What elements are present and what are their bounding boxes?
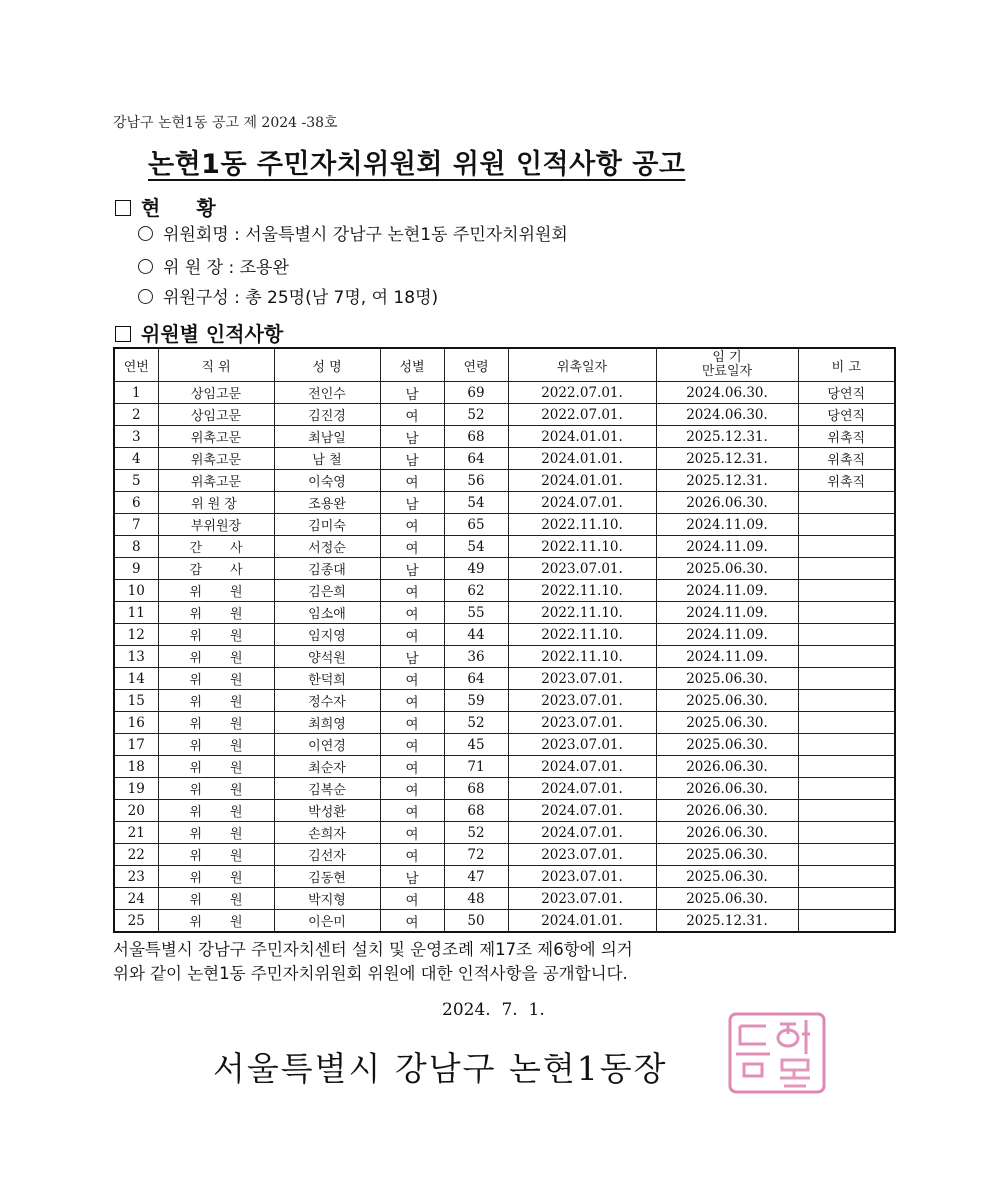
cell-position: 위원 — [158, 778, 274, 800]
cell-position: 위원 — [158, 866, 274, 888]
cell-appointed-date: 2023.07.01. — [508, 844, 656, 866]
header-name: 성 명 — [274, 348, 380, 382]
cell-name: 김미숙 — [274, 514, 380, 536]
cell-age: 48 — [444, 888, 508, 910]
cell-note — [798, 844, 895, 866]
cell-gender: 남 — [380, 492, 444, 514]
cell-name: 최순자 — [274, 756, 380, 778]
cell-term-expiry: 2025.06.30. — [656, 712, 798, 734]
cell-age: 47 — [444, 866, 508, 888]
table-row — [114, 602, 895, 624]
cell-term-expiry: 2025.06.30. — [656, 844, 798, 866]
cell-no: 20 — [114, 800, 158, 822]
cell-position: 감사 — [158, 558, 274, 580]
cell-gender: 여 — [380, 822, 444, 844]
cell-no: 4 — [114, 448, 158, 470]
cell-age: 69 — [444, 382, 508, 404]
cell-term-expiry: 2025.06.30. — [656, 888, 798, 910]
table-row — [114, 668, 895, 690]
cell-no: 13 — [114, 646, 158, 668]
cell-name: 김은희 — [274, 580, 380, 602]
cell-name: 김복순 — [274, 778, 380, 800]
cell-appointed-date: 2024.07.01. — [508, 492, 656, 514]
cell-note — [798, 800, 895, 822]
cell-term-expiry: 2026.06.30. — [656, 800, 798, 822]
cell-gender: 여 — [380, 580, 444, 602]
cell-position: 위원 — [158, 800, 274, 822]
legal-basis-text: 서울특별시 강남구 주민자치센터 설치 및 운영조례 제17조 제6항에 의거 위와 같이 논현1동 주민자치위원회 위원에 대한 인적사항을 공개합니다. — [113, 940, 633, 983]
table-header-row — [114, 348, 895, 382]
cell-term-expiry: 2025.06.30. — [656, 558, 798, 580]
table-row — [114, 558, 895, 580]
header-note: 비 고 — [798, 348, 895, 382]
table-row — [114, 470, 895, 492]
cell-name: 한덕희 — [274, 668, 380, 690]
cell-no: 12 — [114, 624, 158, 646]
cell-name: 이숙영 — [274, 470, 380, 492]
cell-name: 서정순 — [274, 536, 380, 558]
cell-appointed-date: 2024.07.01. — [508, 778, 656, 800]
cell-position: 위원 — [158, 646, 274, 668]
cell-name: 손희자 — [274, 822, 380, 844]
cell-gender: 여 — [380, 602, 444, 624]
cell-name: 이은미 — [274, 910, 380, 933]
cell-gender: 여 — [380, 624, 444, 646]
cell-age: 44 — [444, 624, 508, 646]
cell-no: 3 — [114, 426, 158, 448]
cell-term-expiry: 2026.06.30. — [656, 756, 798, 778]
cell-age: 56 — [444, 470, 508, 492]
cell-name: 임소애 — [274, 602, 380, 624]
table-row — [114, 382, 895, 404]
cell-term-expiry: 2025.06.30. — [656, 866, 798, 888]
cell-age: 52 — [444, 404, 508, 426]
cell-gender: 남 — [380, 426, 444, 448]
cell-term-expiry: 2024.11.09. — [656, 536, 798, 558]
cell-appointed-date: 2023.07.01. — [508, 866, 656, 888]
cell-note — [798, 822, 895, 844]
cell-appointed-date: 2022.11.10. — [508, 646, 656, 668]
cell-term-expiry: 2025.06.30. — [656, 690, 798, 712]
cell-appointed-date: 2023.07.01. — [508, 668, 656, 690]
table-row — [114, 580, 895, 602]
cell-no: 18 — [114, 756, 158, 778]
cell-note: 위촉직 — [798, 448, 895, 470]
cell-no: 6 — [114, 492, 158, 514]
cell-term-expiry: 2026.06.30. — [656, 492, 798, 514]
cell-note: 위촉직 — [798, 426, 895, 448]
cell-name: 전인수 — [274, 382, 380, 404]
cell-no: 25 — [114, 910, 158, 933]
cell-name: 양석원 — [274, 646, 380, 668]
table-row — [114, 646, 895, 668]
cell-term-expiry: 2026.06.30. — [656, 822, 798, 844]
checkbox-square-icon — [115, 200, 131, 216]
table-row — [114, 426, 895, 448]
table-row — [114, 800, 895, 822]
cell-no: 2 — [114, 404, 158, 426]
cell-no: 24 — [114, 888, 158, 910]
cell-appointed-date: 2023.07.01. — [508, 558, 656, 580]
cell-term-expiry: 2024.11.09. — [656, 514, 798, 536]
cell-name: 김동현 — [274, 866, 380, 888]
status-item-chairperson: 위 원 장 : 조용완 — [138, 253, 289, 278]
cell-gender: 남 — [380, 866, 444, 888]
table-row — [114, 712, 895, 734]
cell-position: 상임고문 — [158, 382, 274, 404]
cell-position: 위원 — [158, 822, 274, 844]
cell-appointed-date: 2023.07.01. — [508, 734, 656, 756]
cell-no: 15 — [114, 690, 158, 712]
table-row — [114, 492, 895, 514]
cell-note — [798, 888, 895, 910]
cell-position: 위촉고문 — [158, 448, 274, 470]
header-gender: 성별 — [380, 348, 444, 382]
cell-term-expiry: 2025.12.31. — [656, 448, 798, 470]
cell-position: 위원 — [158, 602, 274, 624]
cell-name: 김선자 — [274, 844, 380, 866]
table-row — [114, 448, 895, 470]
cell-age: 68 — [444, 800, 508, 822]
cell-note — [798, 756, 895, 778]
cell-no: 9 — [114, 558, 158, 580]
cell-gender: 여 — [380, 404, 444, 426]
cell-age: 62 — [444, 580, 508, 602]
cell-age: 64 — [444, 668, 508, 690]
cell-term-expiry: 2024.11.09. — [656, 624, 798, 646]
cell-note — [798, 602, 895, 624]
cell-note — [798, 492, 895, 514]
cell-age: 54 — [444, 492, 508, 514]
table-row — [114, 404, 895, 426]
cell-appointed-date: 2022.11.10. — [508, 580, 656, 602]
announcement-date: 2024. 7. 1. — [442, 1000, 545, 1020]
header-term-expiry: 임 기 만료일자 — [656, 348, 798, 382]
cell-name: 이연경 — [274, 734, 380, 756]
header-position: 직 위 — [158, 348, 274, 382]
cell-age: 68 — [444, 778, 508, 800]
cell-term-expiry: 2024.11.09. — [656, 580, 798, 602]
cell-no: 1 — [114, 382, 158, 404]
table-row — [114, 822, 895, 844]
cell-appointed-date: 2024.07.01. — [508, 822, 656, 844]
cell-term-expiry: 2025.12.31. — [656, 426, 798, 448]
cell-name: 최남일 — [274, 426, 380, 448]
status-item-committee-name: 위원회명 : 서울특별시 강남구 논현1동 주민자치위원회 — [138, 220, 568, 245]
table-row — [114, 866, 895, 888]
table-row — [114, 690, 895, 712]
cell-note — [798, 668, 895, 690]
cell-gender: 남 — [380, 448, 444, 470]
header-age: 연령 — [444, 348, 508, 382]
cell-gender: 여 — [380, 514, 444, 536]
members-table — [113, 347, 896, 933]
cell-gender: 여 — [380, 536, 444, 558]
cell-no: 14 — [114, 668, 158, 690]
cell-age: 59 — [444, 690, 508, 712]
cell-name: 남 철 — [274, 448, 380, 470]
cell-position: 위원 — [158, 910, 274, 933]
circle-bullet-icon — [138, 259, 153, 274]
cell-appointed-date: 2024.01.01. — [508, 448, 656, 470]
status-item-composition: 위원구성 : 총 25명(남 7명, 여 18명) — [138, 283, 438, 308]
cell-name: 최희영 — [274, 712, 380, 734]
cell-no: 8 — [114, 536, 158, 558]
cell-no: 19 — [114, 778, 158, 800]
cell-position: 간사 — [158, 536, 274, 558]
cell-appointed-date: 2024.01.01. — [508, 470, 656, 492]
cell-gender: 남 — [380, 382, 444, 404]
cell-no: 10 — [114, 580, 158, 602]
cell-note — [798, 558, 895, 580]
cell-gender: 여 — [380, 800, 444, 822]
cell-age: 72 — [444, 844, 508, 866]
cell-note — [798, 690, 895, 712]
cell-term-expiry: 2024.11.09. — [656, 646, 798, 668]
cell-name: 김종대 — [274, 558, 380, 580]
cell-note — [798, 866, 895, 888]
cell-position: 위원 — [158, 580, 274, 602]
cell-note — [798, 778, 895, 800]
cell-note — [798, 624, 895, 646]
cell-gender: 여 — [380, 756, 444, 778]
cell-appointed-date: 2024.07.01. — [508, 800, 656, 822]
cell-position: 위원 — [158, 888, 274, 910]
cell-note — [798, 712, 895, 734]
cell-note: 당연직 — [798, 382, 895, 404]
cell-position: 위원장 — [158, 492, 274, 514]
table-row — [114, 888, 895, 910]
cell-appointed-date: 2022.07.01. — [508, 404, 656, 426]
cell-note — [798, 646, 895, 668]
cell-appointed-date: 2024.07.01. — [508, 756, 656, 778]
cell-appointed-date: 2022.11.10. — [508, 624, 656, 646]
cell-appointed-date: 2022.11.10. — [508, 514, 656, 536]
cell-name: 정수자 — [274, 690, 380, 712]
cell-appointed-date: 2024.01.01. — [508, 910, 656, 933]
cell-no: 7 — [114, 514, 158, 536]
document-title: 논현1동 주민자치위원회 위원 인적사항 공고 — [148, 149, 686, 180]
cell-name: 박지형 — [274, 888, 380, 910]
cell-age: 71 — [444, 756, 508, 778]
cell-appointed-date: 2023.07.01. — [508, 712, 656, 734]
cell-age: 65 — [444, 514, 508, 536]
header-no: 연번 — [114, 348, 158, 382]
cell-note: 당연직 — [798, 404, 895, 426]
cell-gender: 여 — [380, 910, 444, 933]
cell-appointed-date: 2023.07.01. — [508, 888, 656, 910]
cell-age: 36 — [444, 646, 508, 668]
status-section-heading: 현 황 — [115, 192, 216, 221]
cell-age: 55 — [444, 602, 508, 624]
cell-term-expiry: 2026.06.30. — [656, 778, 798, 800]
cell-position: 위촉고문 — [158, 470, 274, 492]
cell-name: 박성환 — [274, 800, 380, 822]
members-section-heading: 위원별 인적사항 — [115, 318, 283, 347]
cell-gender: 여 — [380, 668, 444, 690]
cell-term-expiry: 2025.06.30. — [656, 668, 798, 690]
cell-gender: 여 — [380, 712, 444, 734]
cell-term-expiry: 2024.06.30. — [656, 382, 798, 404]
cell-gender: 여 — [380, 844, 444, 866]
cell-no: 17 — [114, 734, 158, 756]
cell-no: 22 — [114, 844, 158, 866]
cell-gender: 남 — [380, 558, 444, 580]
cell-no: 16 — [114, 712, 158, 734]
cell-age: 50 — [444, 910, 508, 933]
table-row — [114, 778, 895, 800]
cell-age: 49 — [444, 558, 508, 580]
cell-position: 위원 — [158, 690, 274, 712]
cell-gender: 여 — [380, 734, 444, 756]
cell-note — [798, 734, 895, 756]
circle-bullet-icon — [138, 226, 153, 241]
cell-age: 64 — [444, 448, 508, 470]
table-row — [114, 910, 895, 933]
cell-position: 위원 — [158, 624, 274, 646]
members-table-body — [114, 382, 895, 933]
cell-position: 위원 — [158, 756, 274, 778]
cell-position: 위원 — [158, 712, 274, 734]
header-appointed-date: 위촉일자 — [508, 348, 656, 382]
cell-position: 위원 — [158, 668, 274, 690]
cell-term-expiry: 2025.12.31. — [656, 910, 798, 933]
cell-gender: 여 — [380, 470, 444, 492]
cell-age: 45 — [444, 734, 508, 756]
cell-gender: 남 — [380, 646, 444, 668]
cell-appointed-date: 2023.07.01. — [508, 690, 656, 712]
issuer-name: 서울특별시 강남구 논현1동장 — [213, 1049, 668, 1088]
cell-position: 위원 — [158, 844, 274, 866]
cell-note — [798, 536, 895, 558]
cell-age: 54 — [444, 536, 508, 558]
cell-appointed-date: 2022.11.10. — [508, 602, 656, 624]
cell-age: 68 — [444, 426, 508, 448]
cell-note: 위촉직 — [798, 470, 895, 492]
cell-gender: 여 — [380, 778, 444, 800]
table-row — [114, 624, 895, 646]
cell-position: 위원 — [158, 734, 274, 756]
cell-name: 조용완 — [274, 492, 380, 514]
circle-bullet-icon — [138, 289, 153, 304]
cell-name: 김진경 — [274, 404, 380, 426]
cell-gender: 여 — [380, 690, 444, 712]
table-row — [114, 536, 895, 558]
cell-no: 23 — [114, 866, 158, 888]
notice-reference: 강남구 논현1동 공고 제 2024 -38호 — [113, 115, 338, 131]
cell-note — [798, 910, 895, 933]
cell-gender: 여 — [380, 888, 444, 910]
cell-note — [798, 514, 895, 536]
official-seal-stamp — [722, 1010, 832, 1096]
cell-term-expiry: 2025.06.30. — [656, 734, 798, 756]
cell-no: 11 — [114, 602, 158, 624]
cell-appointed-date: 2024.01.01. — [508, 426, 656, 448]
cell-term-expiry: 2024.06.30. — [656, 404, 798, 426]
cell-note — [798, 580, 895, 602]
table-row — [114, 844, 895, 866]
cell-age: 52 — [444, 712, 508, 734]
cell-age: 52 — [444, 822, 508, 844]
cell-term-expiry: 2025.12.31. — [656, 470, 798, 492]
cell-term-expiry: 2024.11.09. — [656, 602, 798, 624]
cell-position: 상임고문 — [158, 404, 274, 426]
cell-appointed-date: 2022.11.10. — [508, 536, 656, 558]
cell-name: 임지영 — [274, 624, 380, 646]
checkbox-square-icon — [115, 326, 131, 342]
cell-appointed-date: 2022.07.01. — [508, 382, 656, 404]
cell-position: 부위원장 — [158, 514, 274, 536]
table-row — [114, 756, 895, 778]
table-row — [114, 734, 895, 756]
cell-no: 21 — [114, 822, 158, 844]
cell-no: 5 — [114, 470, 158, 492]
cell-position: 위촉고문 — [158, 426, 274, 448]
table-row — [114, 514, 895, 536]
